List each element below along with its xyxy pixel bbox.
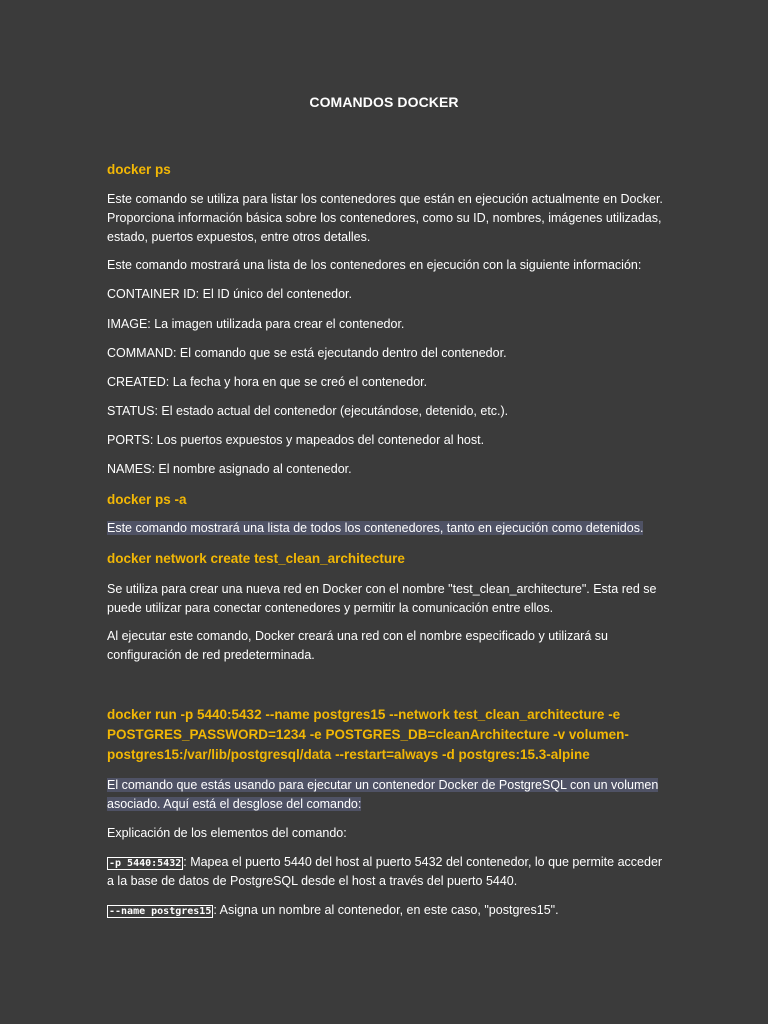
field-image: IMAGE: La imagen utilizada para crear el contenedor. bbox=[107, 317, 405, 331]
heading-docker-ps-a: docker ps -a bbox=[107, 492, 187, 507]
field-ports: PORTS: Los puertos expuestos y mapeados del contenedor al host. bbox=[107, 433, 485, 447]
item-container-name bbox=[107, 901, 667, 920]
heading-docker-run: docker run -p 5440:5432 --name postgres15 --network test_clean_architecture -e POSTGRES_PASSWORD=1234 -e POSTGRES_DB=cleanArchitecture -v volumen-postgres15:/var/lib/postgresql/data --restart=always -d postgres:15.3-alpine bbox=[107, 707, 629, 762]
field-names: NAMES: El nombre asignado al contenedor. bbox=[107, 462, 352, 476]
item-text: : Asigna un nombre al contenedor, en este caso, "postgres15". bbox=[213, 903, 559, 917]
network-explanation: Al ejecutar este comando, Docker creará una red con el nombre especificado y utilizará su configuración de red predeterminada. bbox=[107, 629, 608, 662]
heading-docker-network-create: docker network create test_clean_architecture bbox=[107, 551, 405, 566]
field-container-id: CONTAINER ID: El ID único del contenedor. bbox=[107, 287, 353, 301]
document-title: COMANDOS DOCKER bbox=[309, 94, 459, 110]
elements-intro: Explicación de los elementos del comando: bbox=[107, 826, 347, 840]
docker-ps-description: Este comando se utiliza para listar los contenedores que están en ejecución actualmente en Docker. Proporciona información básica sobre los contenedores, como su ID, nombres, imágenes utilizadas, estado, puertos expuestos, entre otros detalles. bbox=[107, 192, 663, 244]
heading-docker-ps: docker ps bbox=[107, 162, 171, 177]
highlighted-text: El comando que estás usando para ejecutar un contenedor Docker de PostgreSQL con un volumen asociado. Aquí está el desglose del comando: bbox=[107, 778, 659, 811]
docker-run-description bbox=[107, 776, 667, 814]
item-text: : Mapea el puerto 5440 del host al puerto 5432 del contenedor, lo que permite acceder a la base de datos de PostgreSQL desde el host a través del puerto 5440. bbox=[107, 855, 663, 888]
field-command: COMMAND: El comando que se está ejecutando dentro del contenedor. bbox=[107, 346, 507, 360]
field-status: STATUS: El estado actual del contenedor (ejecutándose, detenido, etc.). bbox=[107, 404, 509, 418]
item-port-mapping bbox=[107, 853, 667, 891]
docker-ps-intro: Este comando mostrará una lista de los contenedores en ejecución con la siguiente información: bbox=[107, 258, 642, 272]
highlighted-text: Este comando mostrará una lista de todos los contenedores, tanto en ejecución como detenidos. bbox=[107, 521, 644, 535]
code-snippet: -p 5440:5432 bbox=[109, 858, 182, 869]
code-snippet: --name postgres15 bbox=[109, 906, 212, 917]
field-created: CREATED: La fecha y hora en que se creó el contenedor. bbox=[107, 375, 428, 389]
network-description: Se utiliza para crear una nueva red en Docker con el nombre "test_clean_architecture". Esta red se puede utilizar para conectar contenedores y permitir la comunicación entre ellos. bbox=[107, 582, 657, 615]
docker-ps-a-description bbox=[107, 519, 667, 538]
